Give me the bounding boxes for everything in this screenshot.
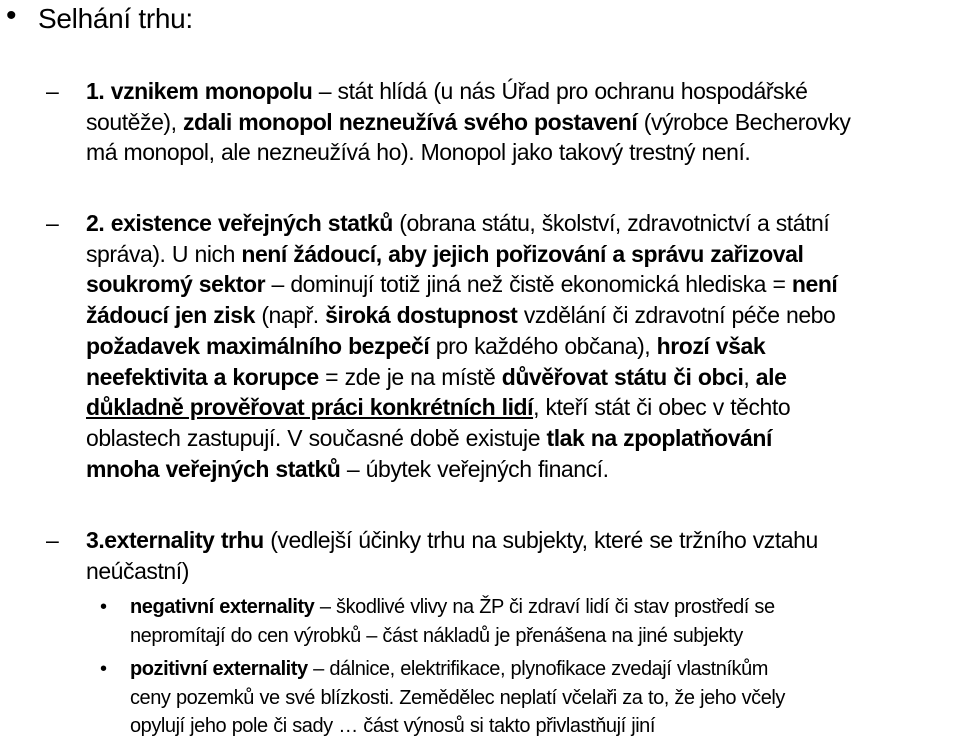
- text-line: [86, 525, 960, 556]
- text: (vedlejší účinky trhu na subjekty, které se tržního vztahu: [263, 527, 818, 553]
- heading-row: [0, 0, 960, 40]
- text: má monopol, ale nezneužívá ho). Monopol jako takový trestný není.: [86, 139, 751, 166]
- text: neúčastní): [86, 557, 189, 584]
- text: , kteří stát či obec v těchto: [533, 394, 791, 421]
- bold-text: požadavek maximálního bezpečí: [86, 332, 430, 359]
- text: správa). U nich: [86, 240, 242, 267]
- text-line: [86, 556, 960, 587]
- bold-text: 2. existence veřejných statků: [86, 210, 393, 236]
- text-line: [86, 239, 960, 270]
- text-line: [130, 712, 960, 741]
- heading-bullet: •: [6, 0, 17, 32]
- item-dash: –: [46, 78, 59, 104]
- bold-text: hrozí však: [656, 332, 766, 359]
- text: – stát hlídá (u nás Úřad pro ochranu hospodářské: [312, 78, 808, 104]
- bold-text: soukromý sektor: [86, 271, 266, 298]
- bold-text: ale: [755, 363, 787, 390]
- bold-text: široká dostupnost: [325, 302, 518, 329]
- text: opylují jeho pole či sady … část výnosů si takto přivlastňují jiní: [130, 715, 655, 737]
- text: – úbytek veřejných financí.: [340, 455, 609, 482]
- bold-text: 1. vznikem monopolu: [86, 78, 313, 104]
- text-line: [86, 454, 960, 485]
- text: – dominují totiž jiná než čistě ekonomická hlediska =: [265, 271, 792, 298]
- text: = zde je na místě: [318, 363, 502, 390]
- text: vzdělání či zdravotní péče nebo: [517, 302, 836, 329]
- text: ceny pozemků ve své blízkosti. Zemědělec neplatí včelaři za to, že jeho včely: [130, 686, 785, 709]
- bold-underlined-text: důkladně prověřovat práci konkrétních lidí: [86, 394, 534, 421]
- text-line: [130, 684, 960, 713]
- bold-text: není žádoucí, aby jejich pořizování a správu zařizoval: [241, 240, 804, 267]
- heading-title: Selhání trhu:: [38, 3, 193, 34]
- text: (např.: [254, 302, 326, 329]
- bold-text: pozitivní externality: [130, 658, 308, 680]
- bold-text: důvěřovat státu či obci: [501, 363, 744, 390]
- bold-text: tlak na zpoplatňování: [546, 424, 772, 451]
- bold-text: není: [791, 271, 838, 298]
- text: soutěže),: [86, 108, 183, 135]
- text-line: [130, 622, 960, 651]
- text-line: [130, 593, 960, 622]
- text: (obrana státu, školství, zdravotnictví a státní: [392, 210, 830, 236]
- item-text: [86, 525, 960, 586]
- text-line: [86, 331, 960, 362]
- text: ,: [743, 363, 756, 390]
- sub-item-text: [130, 655, 960, 741]
- bold-text: neefektivita a korupce: [86, 363, 319, 390]
- text-line: [86, 362, 960, 393]
- text-line: [86, 423, 960, 454]
- text: pro každého občana),: [429, 332, 657, 359]
- bold-text: zdali monopol nezneužívá svého postavení: [183, 108, 638, 135]
- text-line: [86, 269, 960, 300]
- item-dash: –: [46, 527, 59, 553]
- bold-text: 3.externality trhu: [86, 527, 264, 553]
- item-text: [86, 76, 960, 168]
- item-text: [86, 208, 960, 484]
- sub-item-text: [130, 593, 960, 650]
- text: – dálnice, elektrifikace, plynofikace zvedají vlastníkům: [307, 658, 768, 680]
- text-line: [86, 208, 960, 239]
- bold-text: mnoha veřejných statků: [86, 455, 341, 482]
- bold-text: žádoucí jen zisk: [86, 302, 255, 329]
- text-line: [86, 137, 960, 168]
- text: – škodlivé vlivy na ŽP či zdraví lidí či stav prostředí se: [314, 596, 775, 618]
- sub-bullet: •: [100, 658, 107, 680]
- text: (výrobce Becherovky: [637, 108, 851, 135]
- text-line: [86, 300, 960, 331]
- text-line: [86, 107, 960, 138]
- text: nepromítají do cen výrobků – část nákladů je přenášena na jiné subjekty: [130, 624, 743, 647]
- text-line: [86, 76, 960, 107]
- text-line: [130, 655, 960, 684]
- text: oblastech zastupují. V současné době existuje: [86, 424, 547, 451]
- bold-text: negativní externality: [130, 596, 315, 618]
- text-line: [86, 392, 960, 423]
- sub-bullet: •: [100, 596, 107, 618]
- item-dash: –: [46, 210, 59, 236]
